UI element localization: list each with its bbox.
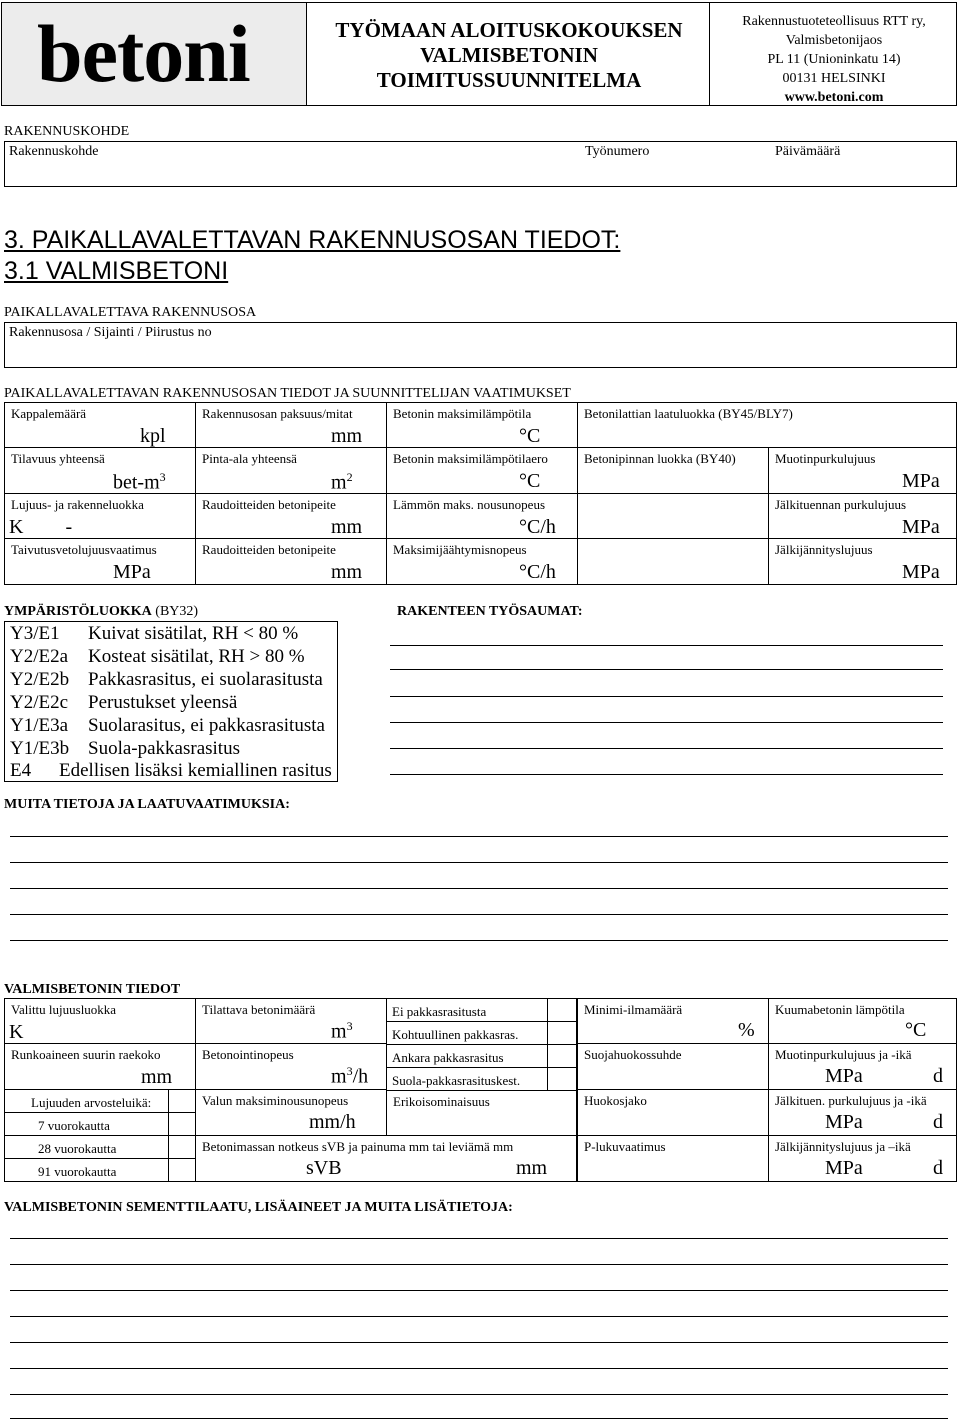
work-number-label: Työnumero — [585, 144, 650, 159]
cement-line[interactable] — [10, 1264, 948, 1265]
env-row[interactable]: Y1/E3b Suola-pakkasrasitus — [10, 738, 240, 759]
joints-line[interactable] — [390, 669, 943, 670]
age-check-28[interactable] — [168, 1135, 196, 1159]
frost-option[interactable]: Ei pakkasrasitusta — [386, 998, 548, 1022]
section-subheading: 3.1 VALMISBETONI — [4, 257, 229, 285]
age-option-91: 91 vuorokautta — [4, 1158, 169, 1182]
req-cell-strength-class: Lujuus- ja rakenneluokka K - — [4, 493, 196, 539]
joints-line[interactable] — [390, 748, 943, 749]
req-cell-cooling-rate: Maksimijäähtymisnopeus °C/h — [386, 538, 578, 585]
environment-heading: YMPÄRISTÖLUOKKA (BY32) — [4, 604, 199, 619]
hot-temp-cell: Kuumabetonin lämpötila °C — [768, 998, 957, 1044]
tension-strength-cell: Jälkijännityslujuus ja –ikä MPa d — [768, 1135, 957, 1182]
joints-line[interactable] — [390, 722, 943, 723]
requirements-heading: PAIKALLAVALETTAVAN RAKENNUSOSAN TIEDOT JA SUUNNITTELIJAN VAATIMUKSET — [4, 386, 571, 401]
other-heading: MUITA TIETOJA JA LAATUVAATIMUKSIA: — [4, 797, 290, 812]
aggregate-cell: Runkoaineen suurin raekoko mm — [4, 1043, 196, 1090]
support-strength-cell: Jälkituen. purkulujuus ja -ikä MPa d — [768, 1089, 957, 1136]
frost-check[interactable] — [547, 1044, 577, 1068]
organisation-address: Rakennustuoteteollisuus RTT ry, Valmisbetonijaos PL 11 (Unioninkatu 14) 00131 HELSINKI www.betoni.com — [710, 12, 958, 107]
req-cell-area: Pinta-ala yhteensä $m^2$ — [195, 447, 387, 494]
date-label: Päivämäärä — [775, 144, 841, 159]
req-cell-form-strength: Muotinpurkulujuus MPa — [768, 447, 957, 494]
req-cell-support-strength: Jälkituennan purkulujuus MPa — [768, 493, 957, 539]
req-cell-cover-1: Raudoitteiden betonipeite mm — [195, 493, 387, 539]
part-box — [4, 322, 957, 368]
joints-line[interactable] — [390, 774, 943, 775]
age-option-28: 28 vuorokautta — [4, 1135, 169, 1159]
special-property-cell: Erikoisominaisuus — [386, 1090, 577, 1136]
section-heading: 3. PAIKALLAVALETTAVAN RAKENNUSOSAN TIEDOT: — [4, 226, 621, 254]
part-label: Rakennusosa / Sijainti / Piirustus no — [9, 325, 212, 340]
frost-option[interactable]: Ankara pakkasrasitus — [386, 1044, 548, 1068]
req-cell-temp-diff: Betonin maksimilämpötilaero °C — [386, 447, 578, 494]
frost-check[interactable] — [547, 1021, 577, 1045]
strength-class-cell: Valittu lujuusluokka K — [4, 998, 196, 1044]
other-line[interactable] — [10, 940, 948, 941]
header-org-box — [709, 2, 957, 106]
req-cell-thickness: Rakennusosan paksuus/mitat mm — [195, 402, 387, 448]
req-cell-tension-strength: Jälkijännityslujuus MPa — [768, 538, 957, 585]
cement-line[interactable] — [10, 1342, 948, 1343]
joints-heading: RAKENTEEN TYÖSAUMAT: — [397, 604, 583, 619]
form-strength-cell: Muotinpurkulujuus ja -ikä MPa d — [768, 1043, 957, 1090]
site-heading: RAKENNUSKOHDE — [4, 124, 130, 139]
p-number-cell: P-lukuvaatimus — [577, 1135, 769, 1182]
air-min-cell: Minimi-ilmamäärä % — [577, 998, 769, 1044]
env-row[interactable]: E4 Edellisen lisäksi kemiallinen rasitus — [10, 760, 332, 781]
betoni-logo: betoni — [37, 8, 250, 99]
frost-option[interactable]: Kohtuullinen pakkasras. — [386, 1021, 548, 1045]
age-label-cell: Lujuuden arvosteluikä: — [4, 1089, 169, 1113]
req-cell-max-temp: Betonin maksimilämpötila °C — [386, 402, 578, 448]
cement-heading: VALMISBETONIN SEMENTTILAATU, LISÄAINEET JA MUITA LISÄTIETOJA: — [4, 1200, 513, 1215]
document-title: TYÖMAAN ALOITUSKOKOUKSEN VALMISBETONIN TOIMITUSSUUNNITELMA — [335, 18, 683, 92]
env-row[interactable]: Y2/E2a Kosteat sisätilat, RH > 80 % — [10, 646, 305, 667]
header-logo-box — [1, 2, 307, 106]
req-cell-flex-strength: Taivutusvetolujuusvaatimus MPa — [4, 538, 196, 585]
other-line[interactable] — [10, 888, 948, 889]
cement-line[interactable] — [10, 1290, 948, 1291]
frost-check[interactable] — [547, 998, 577, 1022]
age-check-91[interactable] — [168, 1158, 196, 1182]
pour-rate-cell: Betonointinopeus $m^3/h$ — [195, 1043, 387, 1090]
header-title-box — [306, 2, 710, 106]
part-heading: PAIKALLAVALETTAVA RAKENNUSOSA — [4, 305, 257, 320]
env-row[interactable]: Y1/E3a Suolarasitus, ei pakkasrasitusta — [10, 715, 325, 736]
env-row[interactable]: Y2/E2b Pakkasrasitus, ei suolarasitusta — [10, 669, 323, 690]
concrete-heading: VALMISBETONIN TIEDOT — [4, 982, 181, 997]
env-row[interactable]: Y2/E2c Perustukset yleensä — [10, 692, 238, 713]
joints-line[interactable] — [390, 645, 943, 646]
rise-rate-cell: Valun maksiminousunopeus mm/h — [195, 1089, 387, 1136]
req-cell-cover-2: Raudoitteiden betonipeite mm — [195, 538, 387, 585]
frost-option[interactable]: Suola-pakkasrasituskest. — [386, 1067, 548, 1091]
cement-line[interactable] — [10, 1418, 948, 1419]
site-name-label: Rakennuskohde — [9, 144, 99, 159]
frost-check[interactable] — [547, 1067, 577, 1091]
website-link[interactable]: www.betoni.com — [784, 90, 884, 105]
unit-kpl: kpl — [140, 425, 166, 447]
age-option-7: 7 vuorokautta — [4, 1112, 169, 1136]
joints-line[interactable] — [390, 696, 943, 697]
age-check-7[interactable] — [168, 1112, 196, 1136]
cement-line[interactable] — [10, 1238, 948, 1239]
environment-table — [4, 621, 338, 782]
workability-cell: Betonimassan notkeus sVB ja painuma mm tai leviämä mm sVB mm — [195, 1135, 577, 1182]
req-cell-quantity: Kappalemäärä kpl — [4, 402, 196, 448]
req-cell-volume: Tilavuus yhteensä bet-$m^3$ — [4, 447, 196, 494]
cement-line[interactable] — [10, 1368, 948, 1369]
other-line[interactable] — [10, 836, 948, 837]
protection-ratio-cell: Suojahuokossuhde — [577, 1043, 769, 1090]
pore-distribution-cell: Huokosjako — [577, 1089, 769, 1136]
req-cell-empty-3 — [577, 493, 769, 539]
other-line[interactable] — [10, 862, 948, 863]
req-cell-empty-4 — [577, 538, 769, 585]
cement-line[interactable] — [10, 1394, 948, 1395]
site-box — [4, 141, 957, 187]
ordered-amount-cell: Tilattava betonimäärä $m^3$ — [195, 998, 387, 1044]
req-cell-heat-rise: Lämmön maks. nousunopeus °C/h — [386, 493, 578, 539]
age-check-1[interactable] — [168, 1089, 196, 1113]
cement-line[interactable] — [10, 1316, 948, 1317]
req-cell-surface-class: Betonipinnan luokka (BY40) — [577, 447, 769, 494]
req-cell-floor-class: Betonilattian laatuluokka (BY45/BLY7) — [577, 402, 957, 448]
env-row[interactable]: Y3/E1 Kuivat sisätilat, RH < 80 % — [10, 623, 299, 644]
other-line[interactable] — [10, 914, 948, 915]
